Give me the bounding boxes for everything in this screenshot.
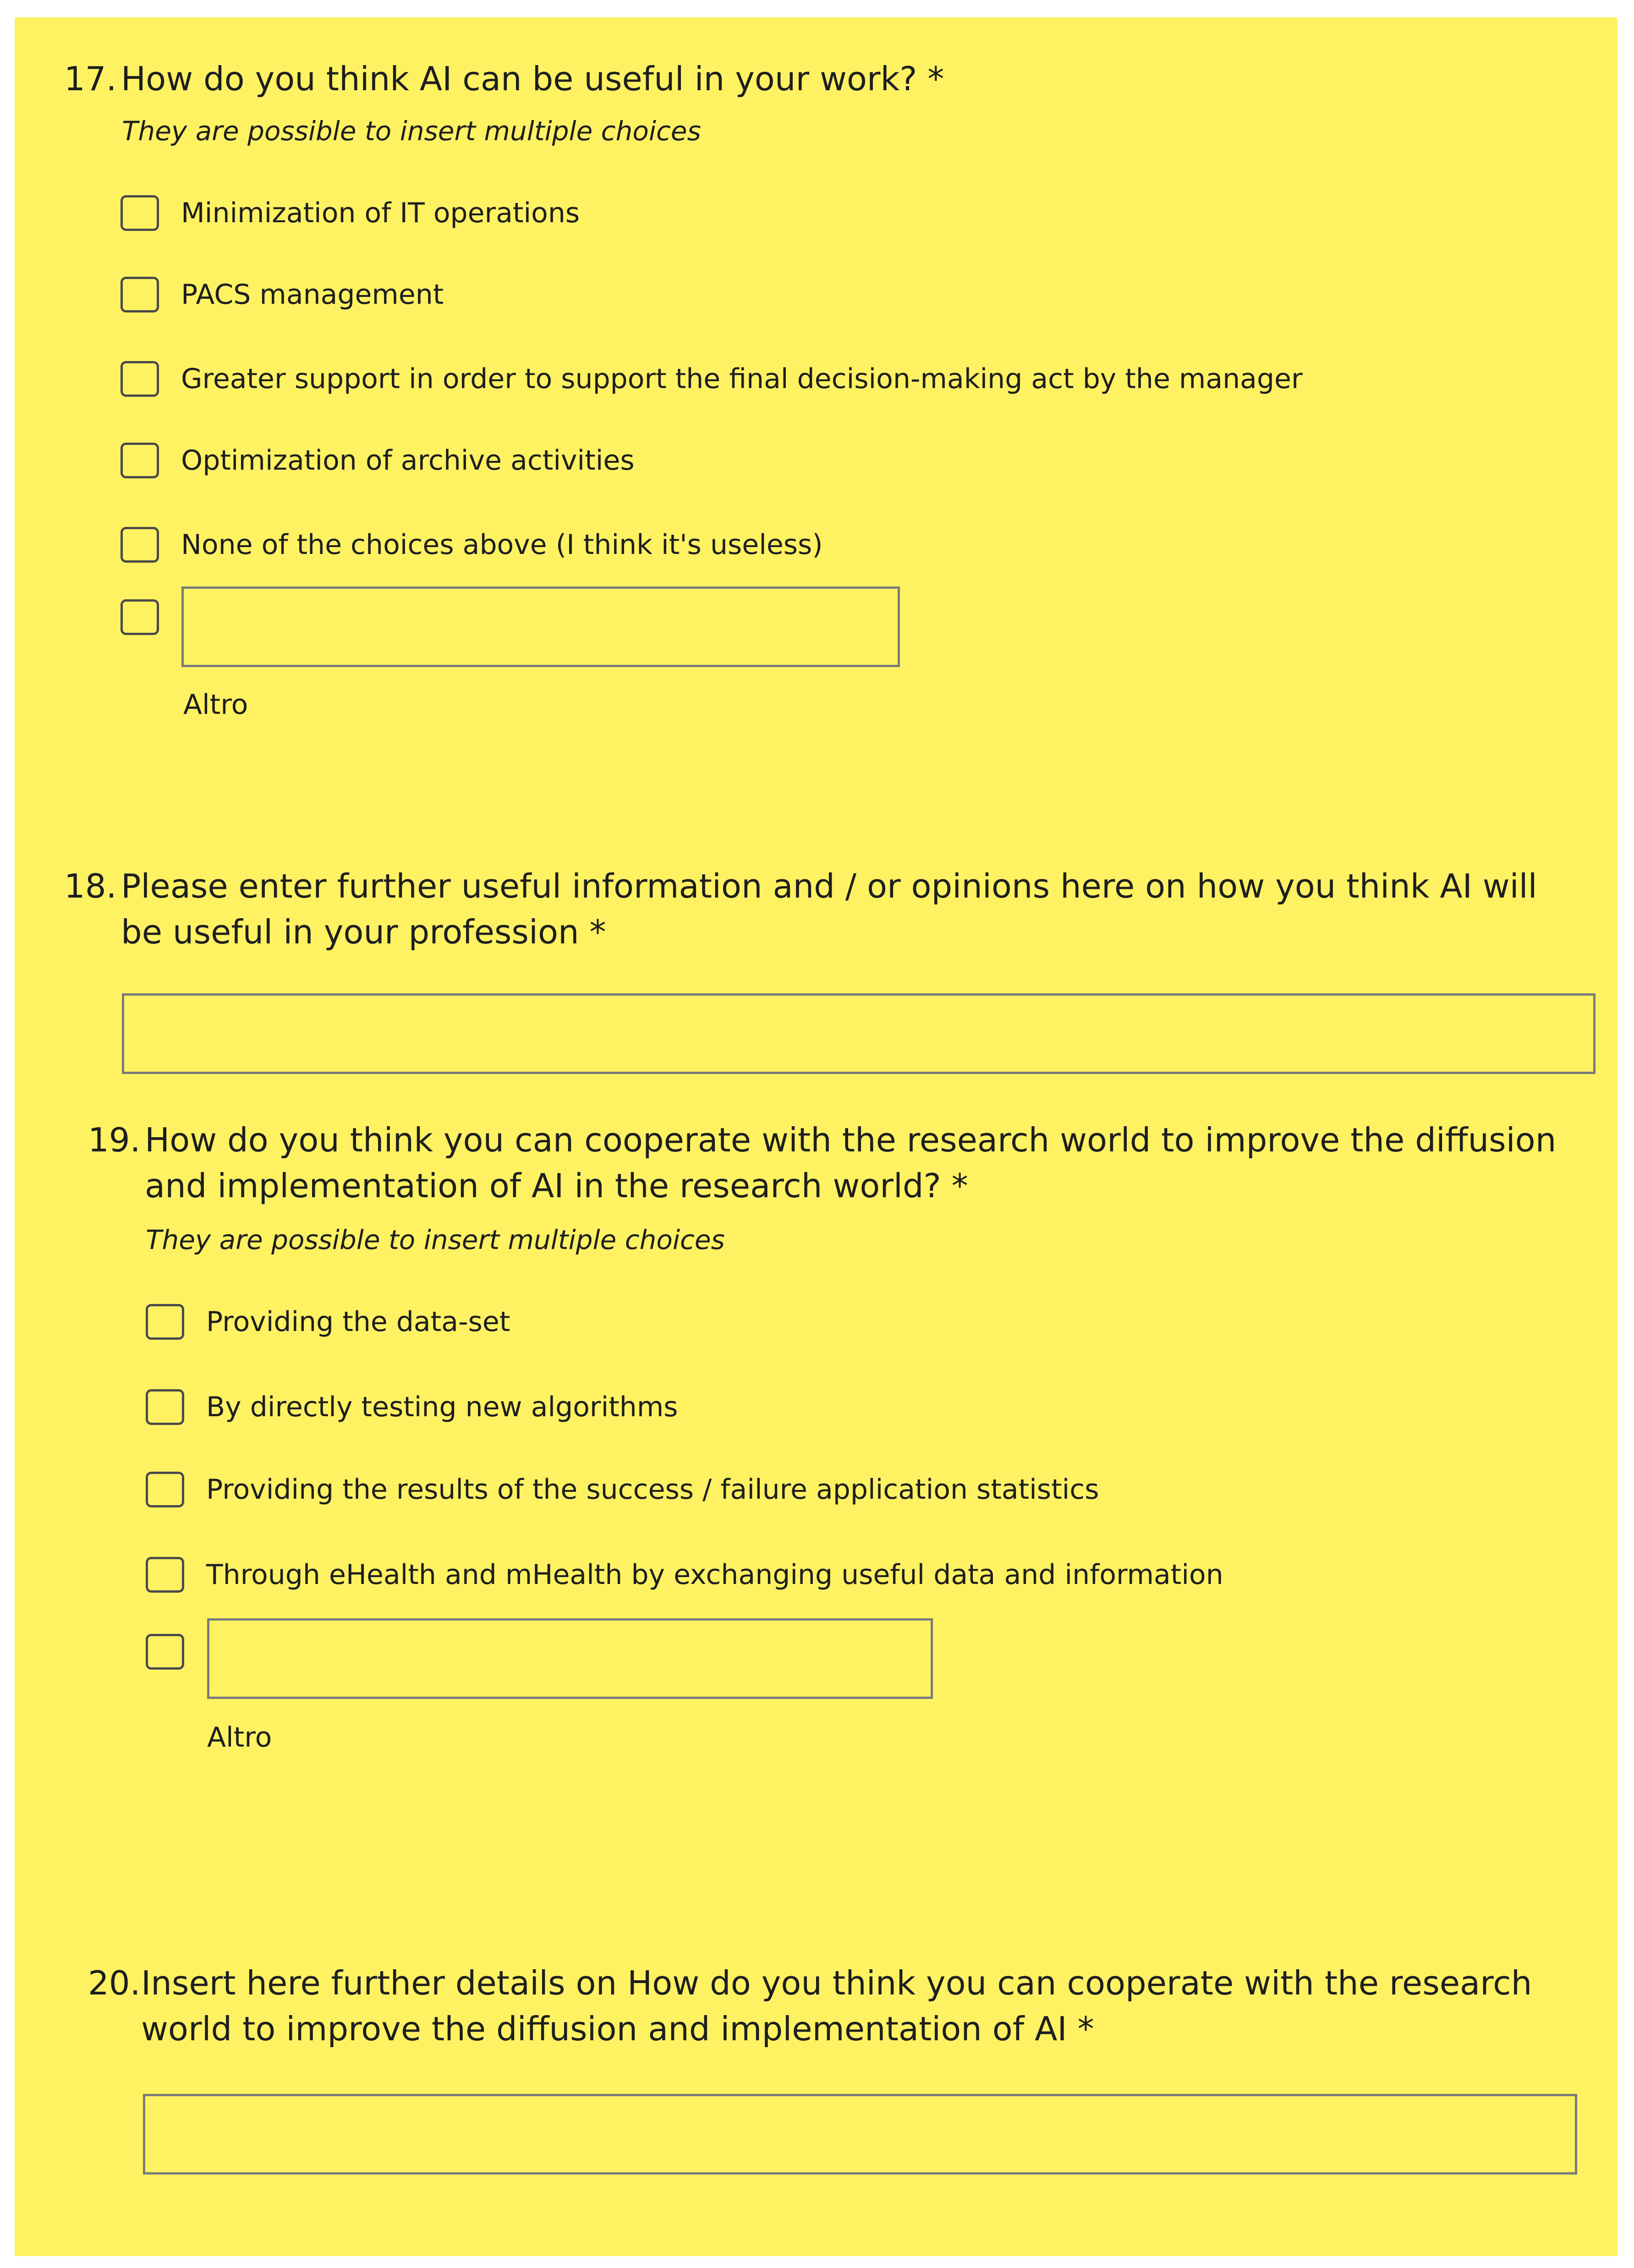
q19-other-checkbox[interactable] — [146, 1634, 184, 1670]
question-17-number: 17. — [64, 60, 117, 98]
option-label: None of the choices above (I think it's useless) — [181, 529, 823, 561]
question-19-number: 19. — [88, 1121, 141, 1159]
option-label: PACS management — [181, 279, 444, 311]
q17-option-minimization-it[interactable] — [121, 192, 580, 234]
q17-other-input[interactable] — [181, 586, 900, 667]
checkbox[interactable] — [121, 195, 159, 231]
question-17-hint: They are possible to insert multiple choices — [122, 115, 701, 147]
q17-other-label: Altro — [183, 689, 248, 721]
q17-option-decision-support[interactable] — [121, 358, 1303, 400]
checkbox[interactable] — [146, 1557, 184, 1593]
checkbox[interactable] — [146, 1389, 184, 1425]
option-label: Providing the results of the success / failure application statistics — [206, 1474, 1099, 1506]
checkbox[interactable] — [121, 527, 159, 563]
option-label: By directly testing new algorithms — [206, 1391, 678, 1423]
q19-other-input[interactable] — [207, 1618, 933, 1699]
q18-answer-input[interactable] — [122, 993, 1596, 1074]
question-19-title — [88, 1117, 1609, 1209]
option-label: Minimization of IT operations — [181, 197, 580, 229]
option-label: Greater support in order to support the final decision-making act by the manager — [181, 363, 1303, 395]
question-17-title — [64, 56, 1576, 102]
question-19-text: How do you think you can cooperate with the research world to improve the diffusion and implementation of AI in the research world? * — [145, 1121, 1557, 1205]
checkbox[interactable] — [146, 1472, 184, 1507]
q20-answer-input[interactable] — [143, 2094, 1577, 2175]
question-18-title — [64, 863, 1585, 955]
question-20-text: Insert here further details on How do you think you can cooperate with the research world to improve the diffusion and implementation of AI * — [141, 1964, 1532, 2048]
checkbox[interactable] — [146, 1304, 184, 1340]
question-20-title — [88, 1960, 1554, 2052]
option-label: Optimization of archive activities — [181, 444, 635, 477]
q17-option-archive-optimization[interactable] — [121, 440, 635, 481]
question-18-number: 18. — [64, 867, 117, 905]
question-20-number: 20. — [88, 1964, 141, 2002]
q19-option-ehealth[interactable] — [146, 1554, 1223, 1595]
q19-option-dataset[interactable] — [146, 1301, 510, 1342]
q17-option-none[interactable] — [121, 524, 823, 565]
q19-option-testing-algorithms[interactable] — [146, 1386, 678, 1428]
q19-other-label: Altro — [207, 1721, 272, 1753]
option-label: Through eHealth and mHealth by exchanging useful data and information — [206, 1559, 1223, 1591]
checkbox[interactable] — [121, 277, 159, 312]
q17-other-checkbox[interactable] — [121, 599, 159, 635]
q17-option-pacs-management[interactable] — [121, 274, 444, 315]
checkbox[interactable] — [121, 443, 159, 478]
option-label: Providing the data-set — [206, 1306, 510, 1338]
question-18-text: Please enter further useful information and / or opinions here on how you think AI will be useful in your profession * — [121, 867, 1537, 951]
question-19-hint: They are possible to insert multiple choices — [146, 1224, 725, 1255]
question-17-text: How do you think AI can be useful in your work? * — [121, 60, 944, 98]
checkbox[interactable] — [121, 361, 159, 397]
q19-option-results-statistics[interactable] — [146, 1469, 1099, 1510]
